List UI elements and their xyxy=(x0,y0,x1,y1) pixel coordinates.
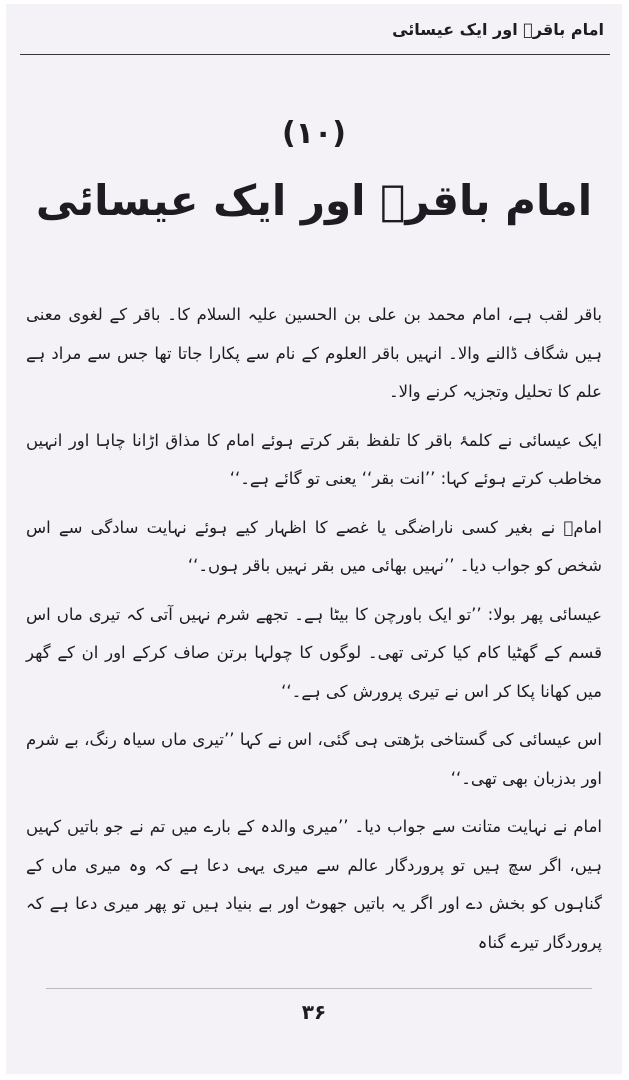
running-header: امام باقرؑ اور ایک عیسائی xyxy=(392,20,604,39)
paragraph: عیسائی پھر بولا: ’’تو ایک باورچن کا بیٹا ہے۔ تجھے شرم نہیں آتی کہ تیری ماں اس قسم کے گھٹیا کام کیا کرتی تھی۔ لوگوں کا چولہا برتن صاف کرکے اور ان کے گھر میں کھانا پکا کر اس نے تیری پرورش کی ہے۔‘‘ xyxy=(26,604,602,701)
chapter-title: امام باقرؑ اور ایک عیسائی xyxy=(35,176,593,225)
paragraph: باقر لقب ہے، امام محمد بن علی بن الحسین علیہ السلام کا۔ باقر کے لغوی معنی ہیں شگاف ڈالنے والا۔ انہیں باقر العلوم کے نام سے پکارا جاتا تھا جس سے مراد ہے علم کا تحلیل وتجزیہ کرنے والا۔ xyxy=(26,305,602,401)
page-number: ۳۶ xyxy=(301,1000,327,1024)
paragraph: امام نے نہایت متانت سے جواب دیا۔ ’’میری والدہ کے بارے میں تم نے جو باتیں کہیں ہیں، اگر سچ ہیں تو پروردگار عالم سے میری یہی دعا ہے کہ وہ میری ماں کے گناہوں کو بخش دے اور اگر یہ باتیں جھوٹ اور بے بنیاد ہیں تو پھر میری دعا ہے کہ پروردگار تیرے گناہ xyxy=(26,817,602,952)
chapter-number: (۱۰) xyxy=(281,116,347,151)
book-page xyxy=(6,4,622,1074)
paragraph: اس عیسائی کی گستاخی بڑھتی ہی گئی، اس نے کہا ’’تیری ماں سیاہ رنگ، بے شرم اور بدزبان بھی تھی۔‘‘ xyxy=(26,730,602,788)
body-text xyxy=(26,296,602,972)
paragraph: امامؑ نے بغیر کسی ناراضگی یا غصے کا اظہار کیے ہوئے نہایت سادگی سے اس شخص کو جواب دیا۔ ’’نہیں بھائی میں بقر نہیں باقر ہوں۔‘‘ xyxy=(26,517,602,575)
footer-divider xyxy=(46,988,592,989)
paragraph: ایک عیسائی نے کلمۂ باقر کا تلفظ بقر کرتے ہوئے امام کا مذاق اڑانا چاہا اور انہیں مخاطب کرتے ہوئے کہا: ’’انت بقر‘‘ یعنی تو گائے ہے۔‘‘ xyxy=(26,430,602,488)
header-divider xyxy=(20,54,610,55)
